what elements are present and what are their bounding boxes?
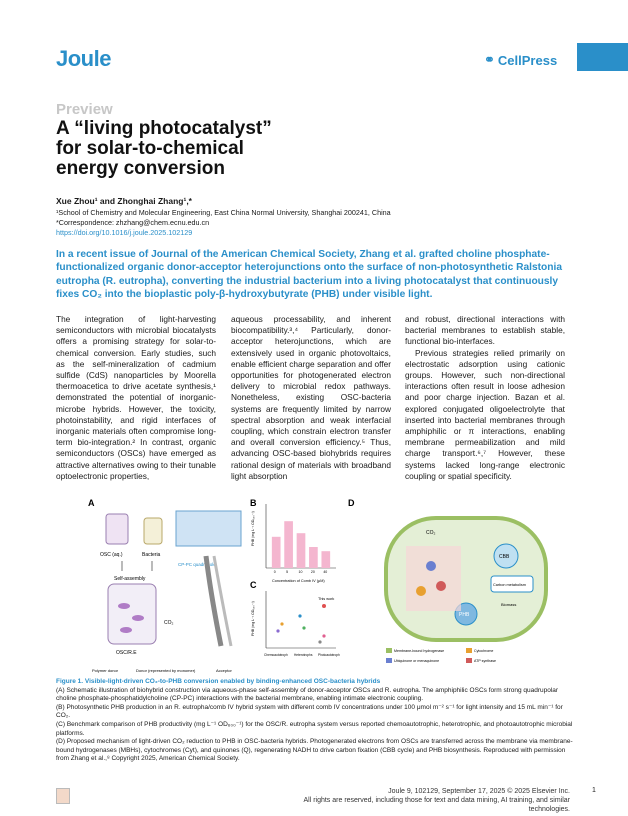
- caption-c: (C) Benchmark comparison of PHB productivity (mg L⁻¹ OD₆₀₀⁻¹) for the OSC/R. eutropha system versus reported chemoautotrophic, heterotrophic, and photoautotrophic microbial platforms.: [56, 720, 573, 737]
- caption-d: (D) Proposed mechanism of light-driven CO₂ reduction to PHB in OSC-bacteria hybrids. Photogenerated electrons from OSCs are transferred across the membrane via membrane-bound hydrogenases (MBHs), cytochromes (Cyt), and quinones (Q), regenerating NADH to drive carbon fixation (CBB cycle) and PHB biosynthesis. Reproduced with permission from Zhang et al.,⁸ Copyright 2025, American Chemical Society.: [56, 738, 573, 763]
- bar-10: [297, 533, 306, 568]
- c-ylabel: PHB (mg L⁻¹ OD₆₀₀⁻¹): [251, 601, 255, 636]
- d-legend-1: Membrane-bound hydrogenase: [394, 649, 445, 653]
- doi-link[interactable]: https://doi.org/10.1016/j.joule.2025.102129: [56, 228, 193, 237]
- abstract: In a recent issue of Journal of the American Chemical Society, Zhang et al. grafted choline phosphate-functionalized organic donor-acceptor heterojunctions onto the surface of non-photosynthetic Ralstonia eutropha (R. eutropha), converting the industrial bacterium into a living photocatalyst that continuously fixes CO₂ into the bioplastic poly-β-hydroxybutyrate (PHB) under visible light.: [56, 249, 563, 301]
- b-tick-label: 40: [323, 570, 328, 574]
- body-paragraph: The integration of light-harvesting semiconductors with microbial biocatalysts offers a promising strategy for solar-to-chemical conversion. Early studies, such as the self-mineralization of cadmium sulfide (CdS) nanoparticles by Moorella thermoacetica to drive acetate synthesis,¹ demonstrated the potential of inorganic-microbe hybrids. However, the toxicity, photoinstability, and rigid interfaces of inorganic materials often compromise long-term bio-integration.² In contrast, organic semiconductors (OSCs) have emerged as attractive alternatives owing to their tunable optoelectronic properties,: [56, 314, 216, 481]
- a-legend-3: Acceptor: [216, 668, 232, 673]
- article-title: [56, 119, 356, 179]
- cellpress-logo-icon: ⚭: [484, 52, 495, 67]
- biomass-label: Biomass: [501, 602, 517, 607]
- a-legend-1: Polymer donor: [92, 668, 119, 673]
- page-number: 1: [592, 787, 596, 794]
- footer: [300, 787, 570, 814]
- authors: Xue Zhou¹ and Zhonghai Zhang¹,*: [56, 196, 192, 206]
- section-label: Preview: [56, 101, 113, 118]
- b-tick-label: 10: [298, 570, 303, 574]
- d-legend-3: Ubiquinone or menaquinone: [394, 659, 440, 663]
- body-column-2: [231, 314, 391, 482]
- publisher-logo[interactable]: [484, 52, 557, 68]
- header-accent-bar: [577, 43, 628, 71]
- a-legend-2: Donor (represented by monomer): [136, 668, 196, 673]
- co2-label-d: CO₂: [426, 530, 436, 536]
- d-legend-4: ATP synthase: [474, 659, 497, 663]
- title-line-2: for solar-to-chemical: [56, 138, 244, 159]
- panel-label-a: A: [88, 498, 95, 508]
- osc-aq-label: OSC (aq.): [100, 552, 123, 558]
- footer-rights: All rights are reserved, including those for text and data mining, AI training, and similar technologies.: [303, 797, 570, 813]
- b-tick-label: 0: [273, 570, 276, 574]
- title-line-3: energy conversion: [56, 158, 225, 179]
- publisher-name: CellPress: [497, 52, 558, 68]
- caption-a: (A) Schematic illustration of biohybrid construction via aqueous-phase self-assembly of donor-acceptor OSCs and R. eutropha. The amphiphilic OSCs form strong quadrupolar choline phosphate-phosphatidylcholine (CP-PC) interactions with the bacterial membrane, enabling intimate electronic coupling.: [56, 686, 559, 703]
- c-cat-1: Chemoautotroph: [264, 653, 288, 657]
- figure-1: [86, 496, 556, 676]
- bar-20: [309, 547, 318, 568]
- body-paragraph: Previous strategies relied primarily on electrostatic adsorption using cationic groups. However, such non-directional interactions often result in loose adhesion and poor charge injection. Bazan et al. explored conjugated oligoelectrolyte that inserted into bacterial membranes through amphiphilic or π interactions, enabling membrane permeabilization and mild charge transport.⁶,⁷ However, these systems lacked long-range electronic coupling or spatial specificity.: [405, 347, 565, 481]
- b-ylabel: PHB (mg L⁻¹ OD₆₀₀⁻¹): [251, 511, 255, 546]
- bar-0: [272, 537, 281, 568]
- c-cat-3: Photoautotroph: [318, 653, 340, 657]
- d-legend-2: Cytochrome: [474, 649, 494, 653]
- affiliations: [56, 208, 536, 238]
- panel-label-b: B: [250, 498, 257, 508]
- caption-title: Figure 1. Visible-light-driven CO₂-to-PHB conversion enabled by binding-enhanced OSC-bacteria hybrids: [56, 678, 381, 685]
- b-tick-label: 5: [286, 570, 289, 574]
- b-xlabel: Concentration of Comb IV (μM): [272, 579, 325, 583]
- bacteria-label: Bacteria: [142, 552, 161, 558]
- body-column-1: [56, 314, 216, 482]
- affiliation: ¹School of Chemistry and Molecular Engineering, East China Normal University, Shanghai 200241, China: [56, 208, 391, 217]
- phb-label: PHB: [459, 612, 470, 618]
- quadrupole-label: CP-PC quadrupole: [178, 562, 216, 567]
- footer-citation: Joule 9, 102129, September 17, 2025 © 2025 Elsevier Inc.: [388, 788, 570, 795]
- bar-5: [284, 521, 293, 568]
- b-tick-label: 20: [310, 570, 315, 574]
- this-work-label: This work: [318, 597, 335, 601]
- co2-label-a: CO₂: [164, 620, 174, 626]
- figure-caption: [56, 678, 576, 764]
- body-paragraph: aqueous processability, and inherent biocompatibility.³,⁴ Particularly, donor-acceptor heterojunctions, which are extensively used in organic photovoltaics, enable efficient charge separation and offer opportunities for photogenerated electron delivery to microbial redox pathways. Nonetheless, existing OSC-bacteria systems are frequently limited by narrow spectral absorption and weak interfacial coupling, which constrain electron transfer and overall conversion efficiency.⁵ Thus, advancing OSC-based biohybrids requires rational design of materials with broadband light absorption: [231, 314, 391, 481]
- carbon-metabolism-label: Carbon metabolism: [493, 583, 526, 587]
- journal-name: Joule: [56, 46, 111, 71]
- caption-b: (B) Photosynthetic PHB production in an R. eutropha/comb IV hybrid system with different comb IV concentrations under 100 μmol m⁻² s⁻¹ for light intensity and 15 mL min⁻¹ for CO₂.: [56, 703, 563, 720]
- c-cat-2: Heterotrophs: [294, 653, 313, 657]
- self-assembly-label: Self-assembly: [114, 576, 146, 582]
- cbb-label: CBB: [499, 554, 510, 560]
- check-for-updates-icon[interactable]: [56, 788, 70, 804]
- hybrid-label: OSC/R.E: [116, 650, 137, 656]
- body-column-3: [405, 314, 565, 482]
- body-paragraph: and robust, directional interactions with bacterial membranes to establish stable, functional bio-interfaces.: [405, 314, 565, 347]
- bar-40: [321, 551, 330, 568]
- panel-label-c: C: [250, 580, 257, 590]
- correspondence[interactable]: *Correspondence: zhzhang@chem.ecnu.edu.cn: [56, 218, 210, 227]
- panel-label-d: D: [348, 498, 355, 508]
- title-line-1: A “living photocatalyst”: [56, 118, 272, 139]
